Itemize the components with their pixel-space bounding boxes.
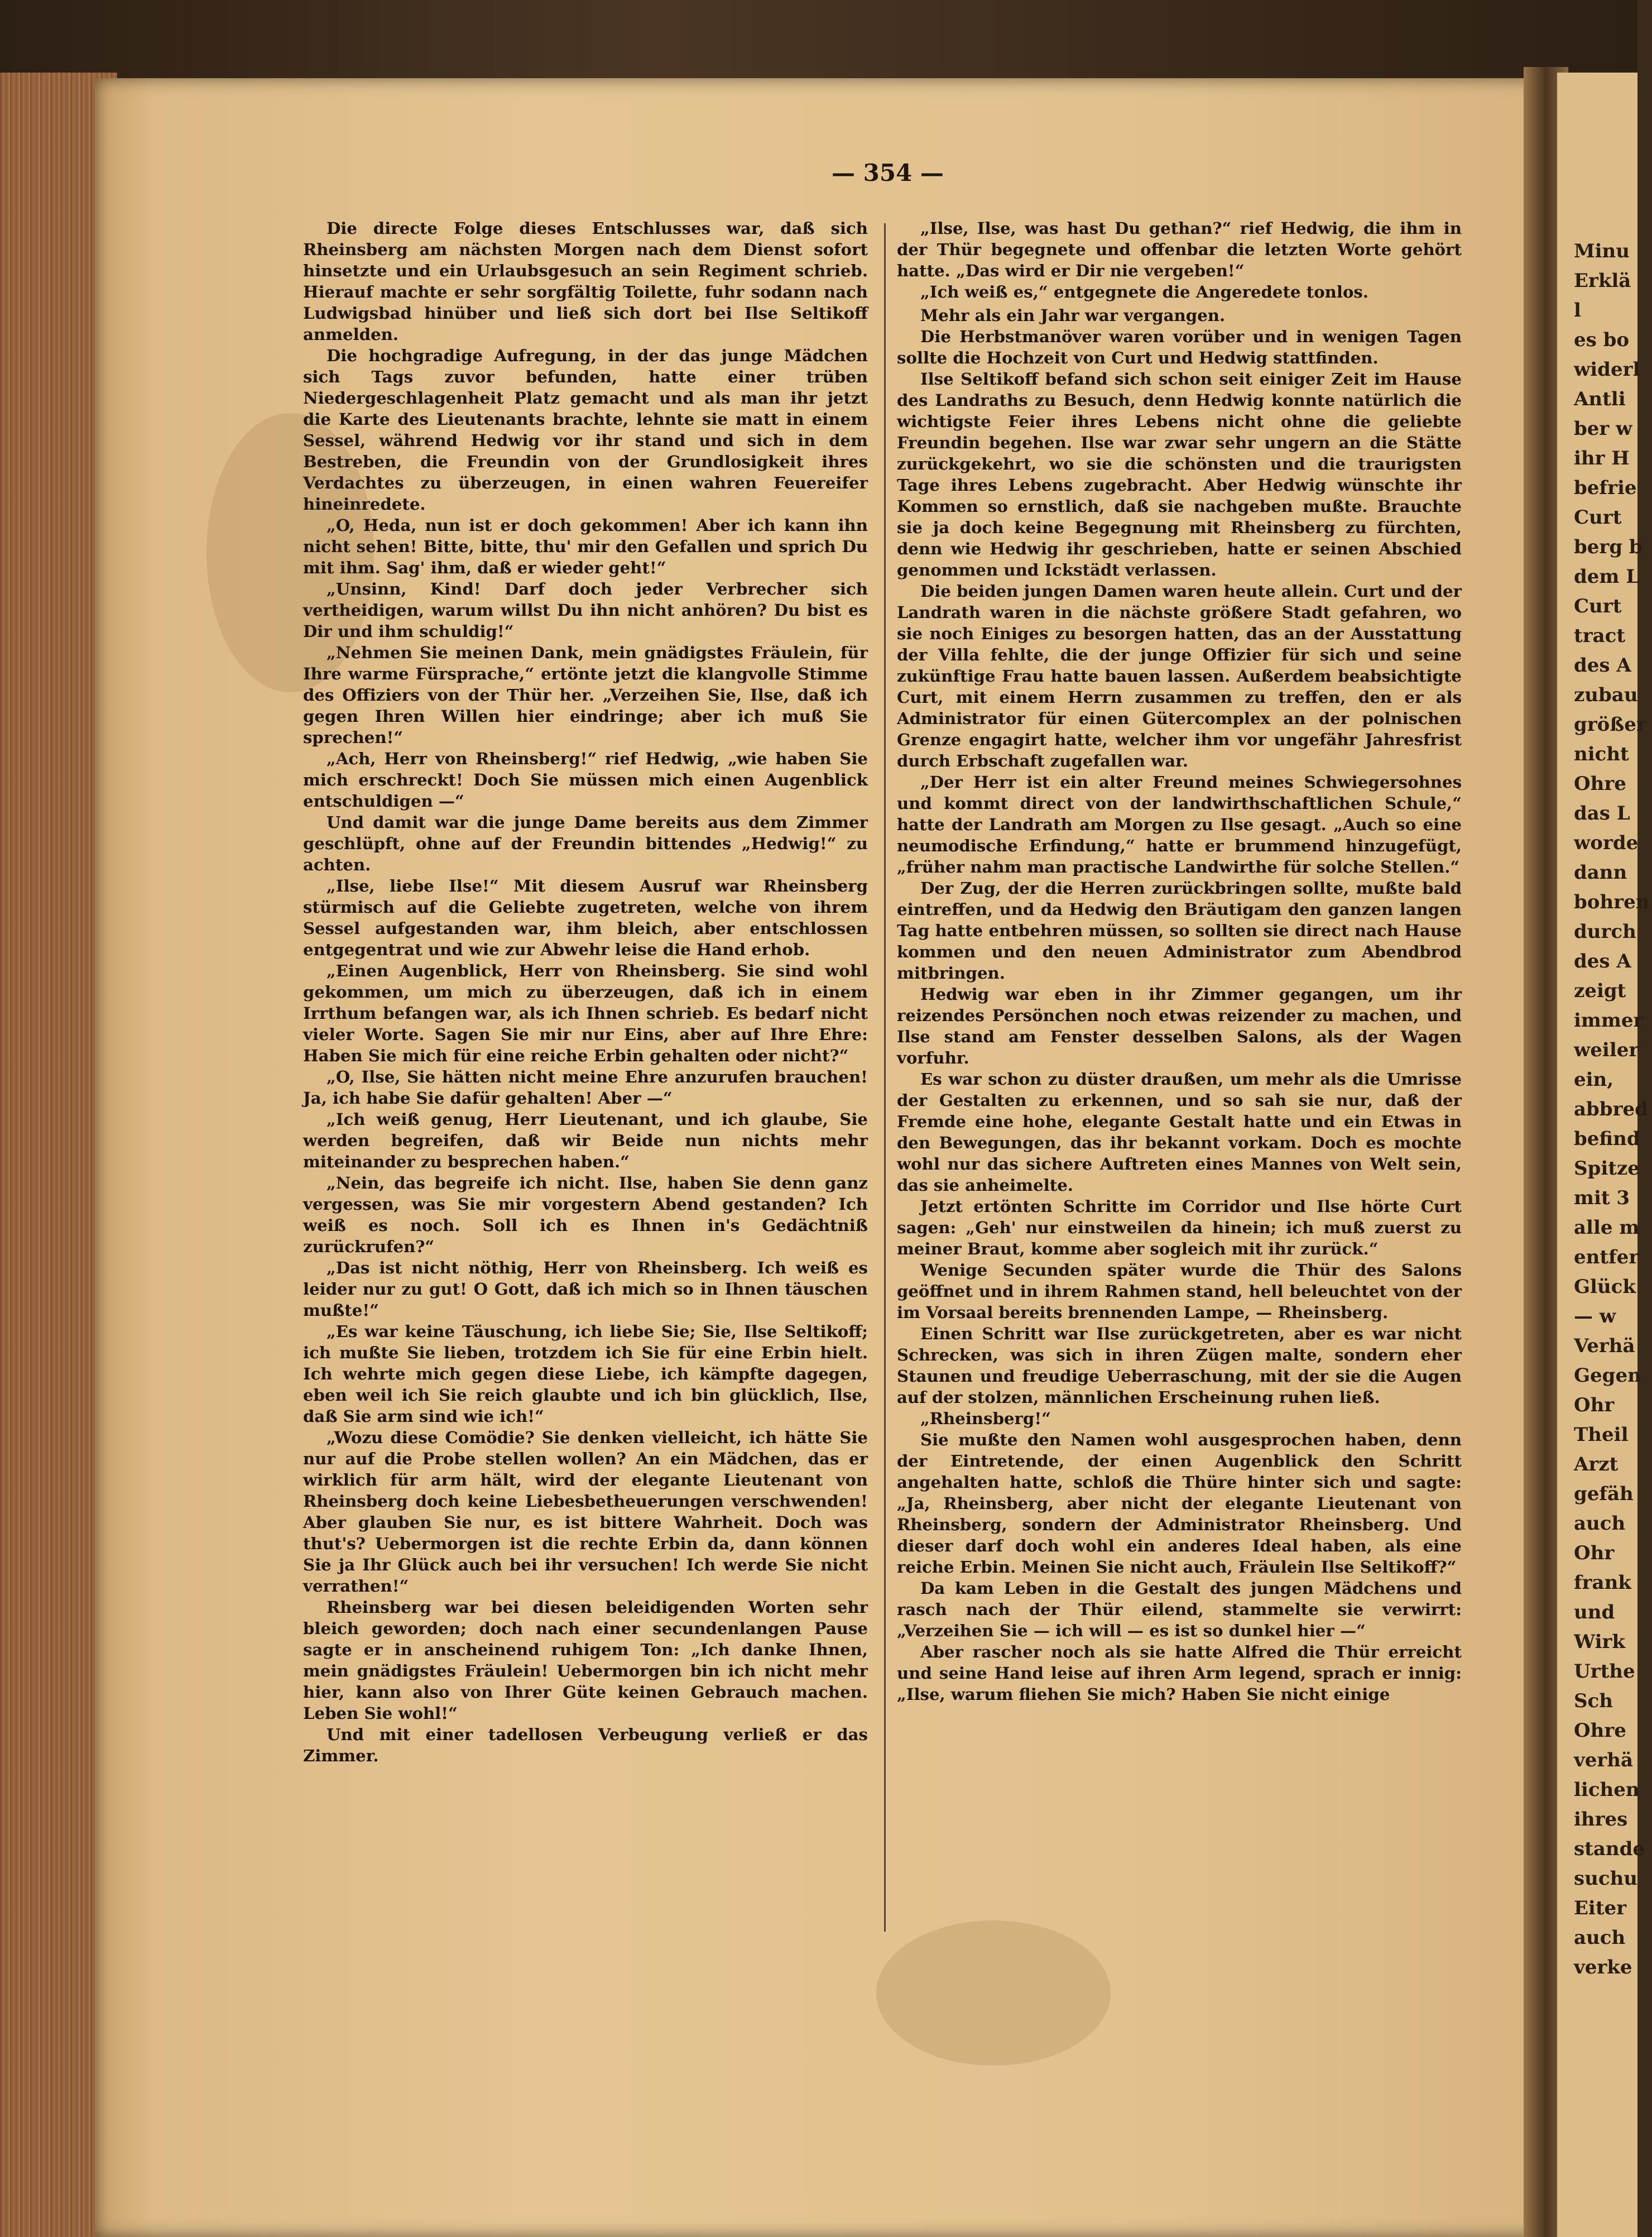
adjacent-page-fragment: gefäh — [1574, 1483, 1634, 1505]
adjacent-page-fragment: und — [1574, 1601, 1615, 1623]
paragraph: „Ilse, Ilse, was hast Du gethan?“ rief Hedwig, die ihm in der Thür begegnete und offenbar die letzten Worte gehört hatte. „Das wird er Dir nie vergeben!“ — [897, 219, 1462, 280]
adjacent-page-fragment: verke — [1574, 1956, 1632, 1979]
paragraph: Und mit einer tadellosen Verbeugung verließ er das Zimmer. — [303, 1725, 868, 1765]
adjacent-page-fragment: suchu — [1574, 1867, 1638, 1890]
adjacent-page-fragment: dem L — [1574, 566, 1640, 588]
paragraph: „Ach, Herr von Rheinsberg!“ rief Hedwig, „wie haben Sie mich erschreckt! Doch Sie müssen mich einen Augenblick entschuldigen —“ — [303, 749, 868, 811]
adjacent-page-fragment: lichen — [1574, 1779, 1640, 1801]
adjacent-page-fragment: des A — [1574, 950, 1631, 973]
adjacent-page-fragment: größer — [1574, 713, 1646, 736]
paragraph: „Wozu diese Comödie? Sie denken vielleicht, ich hätte Sie nur auf die Probe stellen wollen? An ein Mädchen, das er wirklich für arm hält, wird der elegante Lieutenant von Rheinsberg doch keine Liebesbetheuerungen verschwenden! Aber glauben Sie nur, es ist bittere Wahrheit. Doch was thut's? Uebermorgen ist die rechte Erbin da, dann können Sie ja Ihr Glück auch bei ihr versuchen! Ich werde Sie nicht verrathen!“ — [303, 1428, 868, 1596]
adjacent-page-fragment: nicht — [1574, 743, 1629, 765]
paragraph: Hedwig war eben in ihr Zimmer gegangen, um ihr reizendes Persönchen noch etwas reizender zu machen, und Ilse stand am Fenster desselben Salons, als der Wagen vorfuhr. — [897, 985, 1462, 1067]
paragraph: Wenige Secunden später wurde die Thür des Salons geöffnet und in ihrem Rahmen stand, hell beleuchtet von der im Vorsaal bereits brennenden Lampe, — Rheinsberg. — [897, 1261, 1462, 1322]
paper-stain — [876, 1920, 1111, 2066]
text-column-left — [303, 218, 868, 1766]
adjacent-page-fragment: l — [1574, 299, 1581, 322]
paragraph: Der Zug, der die Herren zurückbringen sollte, mußte bald eintreffen, und da Hedwig den Bräutigam den ganzen langen Tag hatte entbehren müssen, so sollten sie direct nach Hause kommen und den neuen Administrator zum Abendbrod mitbringen. — [897, 879, 1462, 983]
adjacent-page-fragment: zubau — [1574, 684, 1638, 706]
paragraph: „Einen Augenblick, Herr von Rheinsberg. Sie sind wohl gekommen, um mich zu überzeugen, daß ich in einem Irrthum befangen war, als ich Ihnen schrieb. Es bedarf nicht vieler Worte. Sagen Sie mir nur Eins, aber auf Ihre Ehre: Haben Sie mich für eine reiche Erbin gehalten oder nicht?“ — [303, 961, 868, 1065]
adjacent-page-fragment: abbred — [1574, 1098, 1648, 1120]
paragraph: „Nehmen Sie meinen Dank, mein gnädigstes Fräulein, für Ihre warme Fürsprache,“ ertönte jetzt die klangvolle Stimme des Offiziers von der Thür her. „Verzeihen Sie, Ilse, daß ich gegen Ihren Willen hier eindringe; aber ich muß Sie sprechen!“ — [303, 643, 868, 747]
column-divider — [884, 223, 886, 1932]
adjacent-page-fragment: immer — [1574, 1009, 1644, 1032]
paragraph: „Ich weiß genug, Herr Lieutenant, und ich glaube, Sie werden begreifen, daß wir Beide nun nichts mehr miteinander zu besprechen haben.“ — [303, 1110, 868, 1171]
paragraph: „Nein, das begreife ich nicht. Ilse, haben Sie denn ganz vergessen, was Sie mir vorgestern Abend gestanden? Ich weiß es noch. Soll ich es Ihnen in's Gedächtniß zurückrufen?“ — [303, 1173, 868, 1256]
adjacent-page-fragment: tract — [1574, 625, 1626, 647]
adjacent-page-fragment: Sch — [1574, 1690, 1613, 1712]
paragraph: Ilse Seltikoff befand sich schon seit einiger Zeit im Hause des Landraths zu Besuch, denn Hedwig konnte natürlich die wichtigste Feier ihres Lebens nicht ohne die geliebte Freundin begehen. Ilse war zwar sehr ungern an die Stätte zurückgekehrt, wo sie die schönsten und die traurigsten Tage ihres Lebens zugebracht. Aber Hedwig wünschte ihr Kommen so ernstlich, daß sie nachgeben mußte. Brauchte sie ja doch keine Begegnung mit Rheinsberg zu fürchten, denn wie Hedwig ihr geschrieben, hatte er seinen Abschied genommen und Ickstädt verlassen. — [897, 370, 1462, 579]
adjacent-page-fragment: Verhä — [1574, 1335, 1635, 1357]
adjacent-page-fragment: Minu — [1574, 240, 1630, 262]
adjacent-page-fragment: ihr H — [1574, 447, 1630, 470]
paragraph: Die hochgradige Aufregung, in der das junge Mädchen sich Tags zuvor befunden, hatte einer trüben Niedergeschlagenheit Platz gemacht und als man ihr jetzt die Karte des Lieutenants brachte, lehnte sie matt in einem Sessel, während Hedwig vor ihr stand und sich in dem Bestreben, die Freundin von der Grundlosigkeit ihres Verdachtes zu überzeugen, in einen wahren Feuereifer hineinredete. — [303, 346, 868, 514]
adjacent-page-fragment: Ohr — [1574, 1394, 1615, 1416]
adjacent-page-fragment: ihres — [1574, 1808, 1628, 1831]
adjacent-page-fragment: Arzt — [1574, 1453, 1619, 1476]
paragraph: „Rheinsberg!“ — [920, 1409, 1051, 1428]
adjacent-page-fragment: Antli — [1574, 388, 1626, 410]
adjacent-page-fragment: befrie — [1574, 477, 1637, 499]
adjacent-page-fragment: alle m — [1574, 1216, 1640, 1239]
paragraph: Einen Schritt war Ilse zurückgetreten, aber es war nicht Schrecken, was sich in ihren Zügen malte, sondern eher Staunen und freudige Ueberraschung, mit der sie die Augen auf der stolzen, männlichen Erscheinung ruhen ließ. — [897, 1324, 1462, 1407]
adjacent-page-fragment: Curt — [1574, 506, 1622, 529]
adjacent-page-fragment: auch — [1574, 1512, 1626, 1535]
adjacent-page-fragment: Theil — [1574, 1424, 1629, 1446]
adjacent-page-fragment: ein, — [1574, 1069, 1614, 1091]
adjacent-page-fragment: verhä — [1574, 1749, 1634, 1771]
adjacent-page-fragment: des A — [1574, 654, 1631, 677]
adjacent-page-fragment: Erklä — [1574, 270, 1631, 292]
paragraph: „O, Ilse, Sie hätten nicht meine Ehre anzurufen brauchen! Ja, ich habe Sie dafür gehalten! Aber —“ — [303, 1067, 868, 1108]
adjacent-page-fragment: Ohr — [1574, 1542, 1615, 1564]
paragraph: Mehr als ein Jahr war vergangen. — [920, 306, 1226, 325]
adjacent-page-fragment: — w — [1574, 1305, 1616, 1328]
paragraph: „Ich weiß es,“ entgegnete die Angeredete tonlos. — [920, 282, 1369, 301]
paragraph: Die Herbstmanöver waren vorüber und in wenigen Tagen sollte die Hochzeit von Curt und Hedwig stattfinden. — [897, 327, 1462, 367]
adjacent-page-fragment: Ohre — [1574, 773, 1626, 795]
paragraph: „Ilse, liebe Ilse!“ Mit diesem Ausruf war Rheinsberg stürmisch auf die Geliebte zugetreten, welche von ihrem Sessel aufgestanden war, ihm bleich, aber entschlossen entgegentrat und wie zur Abwehr leise die Hand erhob. — [303, 876, 868, 959]
page-number: — 354 — — [832, 159, 944, 186]
adjacent-page-fragment: dann — [1574, 861, 1627, 884]
paragraph: „Unsinn, Kind! Darf doch jeder Verbrecher sich vertheidigen, warum willst Du ihn nicht anhören? Du bist es Dir und ihm schuldig!“ — [303, 579, 868, 641]
paragraph: Die beiden jungen Damen waren heute allein. Curt und der Landrath waren in die nächste größere Stadt gefahren, wo sie noch Einiges zu besorgen hatten, das an der Ausstattung der Villa fehlte, die der junge Offizier für sich und seine zukünftige Frau hatte bauen lassen. Außerdem beabsichtigte Curt, mit einem Herrn zusammen zu treffen, den er als Administrator für einen Gütercomplex an der polnischen Grenze engagirt hatte, welcher ihm vor ungefähr Jahresfrist durch Erbschaft zugefallen war. — [897, 582, 1462, 770]
adjacent-page-fragment: stande — [1574, 1838, 1645, 1860]
adjacent-page-fragment: frank — [1574, 1572, 1631, 1594]
adjacent-page-fragment: entfer — [1574, 1246, 1639, 1268]
paragraph: Jetzt ertönten Schritte im Corridor und Ilse hörte Curt sagen: „Geh' nur einstweilen da hinein; ich muß zuerst zu meiner Braut, komme aber sogleich mit ihr zurück.“ — [897, 1197, 1462, 1258]
adjacent-page-fragment: ber w — [1574, 418, 1632, 440]
adjacent-page-fragment: mit 3 — [1574, 1187, 1630, 1209]
paragraph: Sie mußte den Namen wohl ausgesprochen haben, denn der Eintretende, der einen Augenblick den Schritt angehalten hatte, schloß die Thüre hinter sich und sagte: „Ja, Rheinsberg, aber nicht der elegante Lieutenant von Rheinsberg, sondern der Administrator Rheinsberg. Und dieser darf doch wohl ein anderes Ideal haben, als eine reiche Erbin. Meinen Sie nicht auch, Fräulein Ilse Seltikoff?“ — [897, 1430, 1462, 1577]
adjacent-page-fragment: Gegen — [1574, 1364, 1641, 1387]
adjacent-page-fragment: zeigt — [1574, 980, 1626, 1002]
adjacent-page-fragment: befind — [1574, 1128, 1640, 1150]
paragraph: Und damit war die junge Dame bereits aus dem Zimmer geschlüpft, ohne auf der Freundin bittendes „Hedwig!“ zu achten. — [303, 813, 868, 874]
paragraph: Die directe Folge dieses Entschlusses war, daß sich Rheinsberg am nächsten Morgen nach dem Dienst sofort hinsetzte und ein Urlaubsgesuch an sein Regiment schrieb. Hierauf machte er sehr sorgfältig Toilette, fuhr sodann nach Ludwigsbad hinüber und ließ sich dort bei Ilse Seltikoff anmelden. — [303, 219, 868, 344]
paragraph: „Das ist nicht nöthig, Herr von Rheinsberg. Ich weiß es leider nur zu gut! O Gott, daß ich mich so in Ihnen täuschen mußte!“ — [303, 1258, 868, 1320]
adjacent-page-fragment: Spitze — [1574, 1157, 1640, 1180]
adjacent-page-fragment: durch — [1574, 921, 1636, 943]
text-column-right — [897, 218, 1462, 1705]
paragraph: Rheinsberg war bei diesen beleidigenden Worten sehr bleich geworden; doch nach einer secundenlangen Pause sagte er in anscheinend ruhigem Ton: „Ich danke Ihnen, mein gnädigstes Fräulein! Uebermorgen bin ich nicht mehr hier, kann also von Ihrer Güte keinen Gebrauch machen. Leben Sie wohl!“ — [303, 1598, 868, 1723]
adjacent-page — [1557, 73, 1650, 2237]
adjacent-page-fragment: worde — [1574, 832, 1639, 854]
adjacent-page-fragment: bohren — [1574, 891, 1650, 913]
adjacent-page-fragment: berg b — [1574, 536, 1643, 558]
adjacent-page-fragment: es bo — [1574, 329, 1630, 351]
adjacent-page-fragment: Curt — [1574, 595, 1622, 617]
paragraph: „Es war keine Täuschung, ich liebe Sie; Sie, Ilse Seltikoff; ich mußte Sie lieben, trotzdem ich Sie für eine Erbin hielt. Ich wehrte mich gegen diese Liebe, ich kämpfte dagegen, eben weil ich Sie reich glaubte und ich bin glücklich, Ilse, daß Sie arm sind wie ich!“ — [303, 1322, 868, 1426]
adjacent-page-fragment: auch — [1574, 1927, 1626, 1949]
adjacent-page-fragment: weiler — [1574, 1039, 1639, 1061]
paragraph: Da kam Leben in die Gestalt des jungen Mädchens und rasch nach der Thür eilend, stammelte sie verwirrt: „Verzeihen Sie — ich will — es ist so dunkel hier —“ — [897, 1579, 1462, 1640]
paragraph: Aber rascher noch als sie hatte Alfred die Thür erreicht und seine Hand leise auf ihren Arm legend, sprach er innig: „Ilse, warum fliehen Sie mich? Haben Sie nicht einige — [897, 1642, 1462, 1704]
adjacent-page-fragment: Eiter — [1574, 1897, 1627, 1919]
adjacent-page-fragment: Glück — [1574, 1276, 1636, 1298]
paragraph: Es war schon zu düster draußen, um mehr als die Umrisse der Gestalten zu erkennen, und so sah sie nur, daß der Fremde eine hohe, elegante Gestalt hatte und ein Etwas in den Bewegungen, das ihr bekannt vorkam. Doch es mochte wohl nur das sichere Auftreten eines Mannes von Welt sein, das sie anheimelte. — [897, 1070, 1462, 1195]
paragraph: „O, Heda, nun ist er doch gekommen! Aber ich kann ihn nicht sehen! Bitte, bitte, thu' mir den Gefallen und sprich Du mit ihm. Sag' ihm, daß er wieder geht!“ — [303, 516, 868, 577]
adjacent-page-fragment: Wirk — [1574, 1631, 1625, 1653]
adjacent-page-fragment: widerl — [1574, 358, 1640, 381]
adjacent-page-fragment: Ohre — [1574, 1719, 1626, 1742]
paragraph: „Der Herr ist ein alter Freund meines Schwiegersohnes und kommt direct von der landwirthschaftlichen Schule,“ hatte der Landrath am Morgen zu Ilse gesagt. „Auch so eine neumodische Erfindung,“ hatte er brummend hinzugefügt, „früher nahm man practische Landwirthe für solche Stellen.“ — [897, 773, 1462, 876]
adjacent-page-fragment: das L — [1574, 802, 1630, 825]
adjacent-page-fragment: Urthe — [1574, 1660, 1635, 1683]
